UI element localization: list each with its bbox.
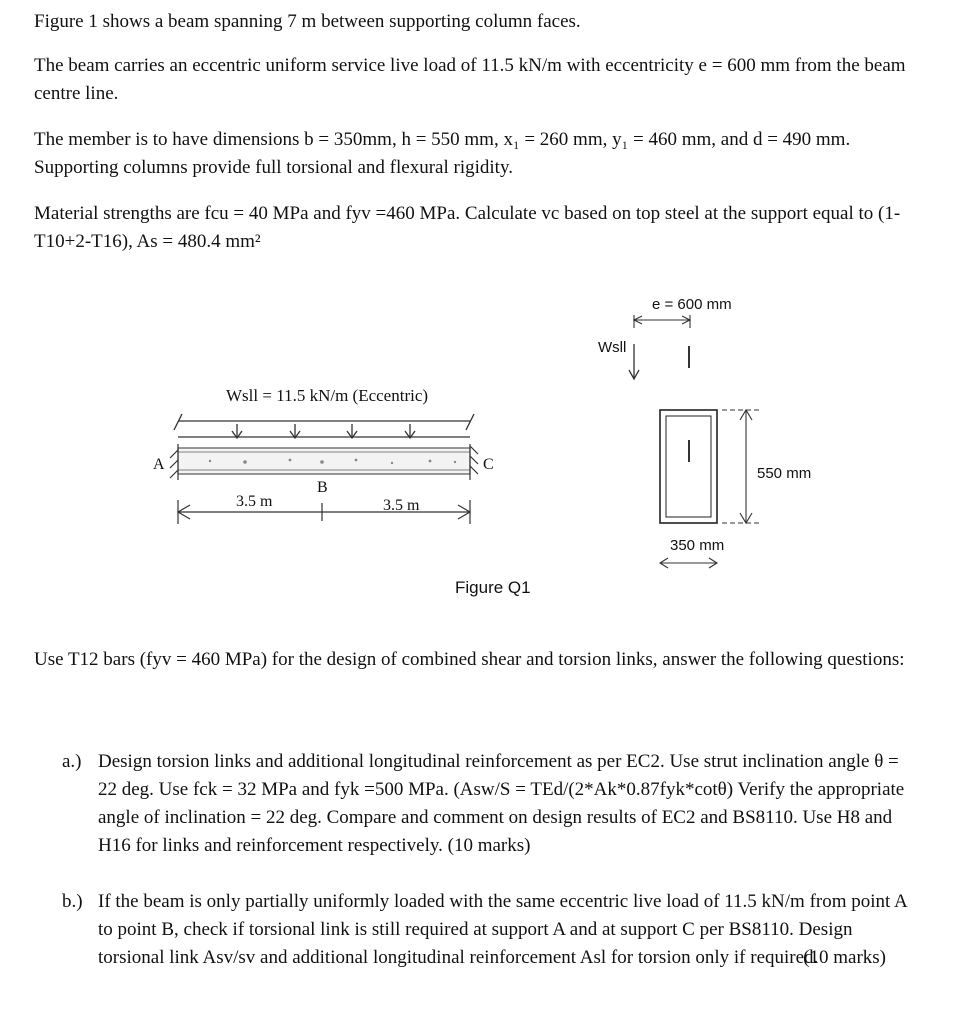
dimensions-paragraph: The member is to have dimensions b = 350mm, h = 550 mm, x₁ = 260 mm, y₁ = 460 mm, and d = 490 mm. Supporting columns provide full torsional and flexural rigidity. xyxy=(34,129,851,178)
span-right-label: 3.5 m xyxy=(383,497,420,514)
support-a xyxy=(170,444,178,480)
load-label: Wsll = 11.5 kN/m (Eccentric) xyxy=(226,386,429,405)
question-b xyxy=(62,888,912,972)
question-a xyxy=(62,748,912,860)
figure-caption: Figure Q1 xyxy=(455,578,531,597)
instructions-paragraph: Use T12 bars (fyv = 460 MPa) for the design of combined shear and torsion links, answer the following questions: xyxy=(34,649,905,670)
eccentricity-dimension xyxy=(634,315,690,328)
question-b-label: b.) xyxy=(62,891,83,912)
support-c xyxy=(470,444,478,480)
question-b-text: If the beam is only partially uniformly loaded with the same eccentric live load of 11.5 kN/m from point A to point B, check if torsional link is still required at support A and at support C per BS8110. Design torsional link Asv/sv and additional longitudinal reinforcement Asl for torsion only if required. xyxy=(98,891,907,968)
load-paragraph: The beam carries an eccentric uniform service live load of 11.5 kN/m with eccentricity e = 600 mm from the beam centre line. xyxy=(34,55,906,104)
width-dimension xyxy=(660,558,717,568)
intro-paragraph: Figure 1 shows a beam spanning 7 m between supporting column faces. xyxy=(34,11,581,32)
beam-section xyxy=(660,410,717,523)
wsll-label: Wsll xyxy=(598,339,627,356)
question-a-text: Design torsion links and additional longitudinal reinforcement as per EC2. Use strut inclination angle θ = 22 deg. Use fck = 32 MPa and fyk =500 MPa. (Asw/S = TEd/(2*Ak*0.87fyk*cotθ) Verify the appropriate angle of inclination = 22 deg. Compare and comment on design results of EC2 and BS8110. Use H8 and H16 for links and reinforcement respectively. (10 marks) xyxy=(98,751,905,856)
point-b-label: B xyxy=(317,479,328,496)
distributed-load xyxy=(174,414,474,438)
span-left-label: 3.5 m xyxy=(236,493,273,510)
materials-paragraph: Material strengths are fcu = 40 MPa and fyv =460 MPa. Calculate vc based on top steel at the support equal to (1-T10+2-T16), As = 480.4 mm² xyxy=(34,203,901,252)
point-a-label: A xyxy=(153,456,165,473)
eccentricity-label: e = 600 mm xyxy=(652,296,732,313)
eccentric-load-arrow xyxy=(629,344,639,379)
question-b-marks: (10 marks) xyxy=(803,947,886,968)
span-dimension xyxy=(178,500,470,524)
beam xyxy=(178,448,470,474)
question-a-label: a.) xyxy=(62,751,82,772)
height-label: 550 mm xyxy=(757,465,812,482)
width-label: 350 mm xyxy=(670,537,725,554)
height-dimension xyxy=(722,410,760,523)
point-c-label: C xyxy=(483,456,494,473)
